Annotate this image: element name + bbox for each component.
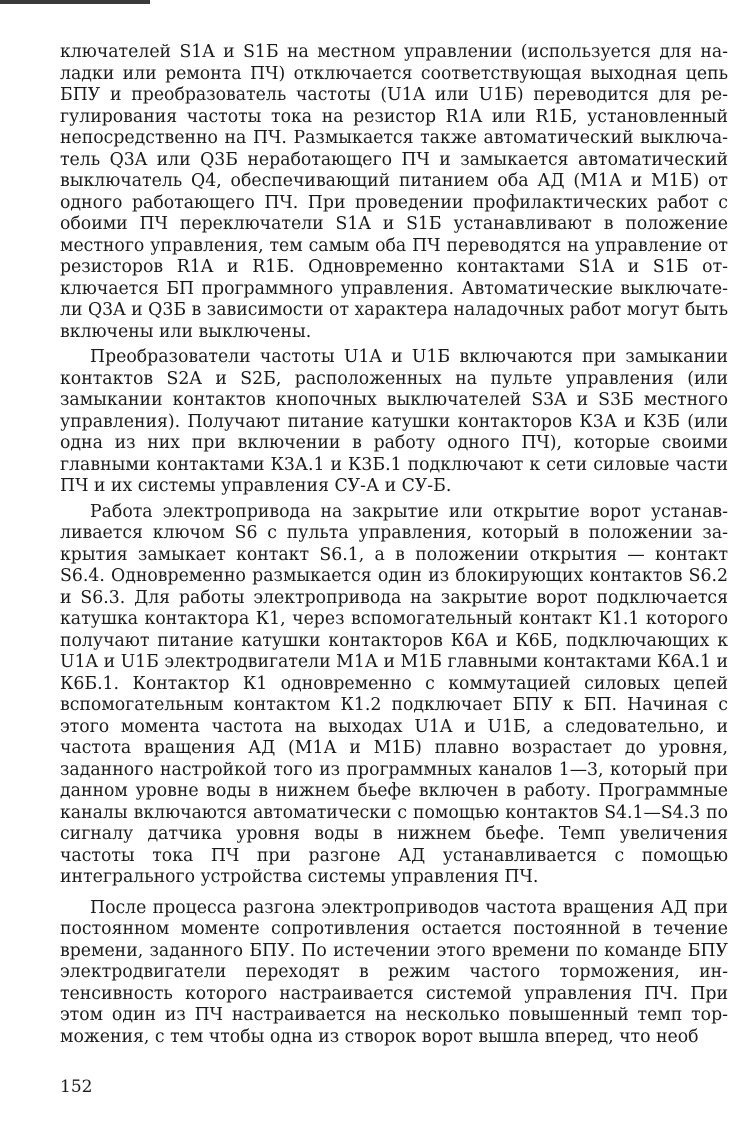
paragraph-continuation: ключателей S1A и S1Б на местном управлении (используется для наладки или ремонта ПЧ) отключается соответствующая выходная цепь БПУ и преобразователь частоты (U1A или U1Б) переводится для регулирования частоты тока на резистор R1A или R1Б, установленный непосредственно на ПЧ. Размыкается также автоматический выключатель Q3A или Q3Б неработающего ПЧ и замыкается автоматический выключатель Q4, обеспечивающий питанием оба АД (М1А и М1Б) от одного работающего ПЧ. При проведении профилактических работ с обоими ПЧ переключатели S1A и S1Б устанавливают в положение местного управления, тем самым оба ПЧ переводятся на управление от резисторов R1A и R1Б. Одновременно контактами S1A и S1Б отключается БП программного управления. Автоматические выключатели Q3A и Q3Б в зависимости от характера наладочных работ могут быть включены или выключены. — [60, 42, 728, 342]
page-number: 152 — [60, 1077, 93, 1097]
page-body — [60, 42, 728, 1048]
page-edge-mark — [0, 0, 150, 4]
paragraph-drive-operation: Работа электропривода на закрытие или открытие ворот устанавливается ключом S6 с пульта управления, который в положении закрытия замыкает контакт S6.1, а в положении открытия — контакт S6.4. Одновременно размыкается один из блокирующих контактов S6.2 и S6.3. Для работы электропривода на закрытие ворот подключается катушка контактора К1, через вспомогательный контакт К1.1 которого получают питание катушки контакторов К6А и К6Б, подключающих к U1A и U1Б электродвигатели М1А и М1Б главными контактами К6А.1 и К6Б.1. Контактор К1 одновременно с коммутацией силовых цепей вспомогательным контактом К1.2 подключает БПУ к БП. Начиная с этого момента частота на выходах U1A и U1Б, а следовательно, и частота вращения АД (М1А и М1Б) плавно возрастает до уровня, заданного настройкой того из программных каналов 1—3, который при данном уровне воды в нижнем бьефе включен в работу. Программные каналы включаются автоматически с помощью контактов S4.1—S4.3 по сигналу датчика уровня воды в нижнем бьефе. Темп увеличения частоты тока ПЧ при разгоне АД устанавливается с помощью интегрального устройства системы управления ПЧ. — [60, 501, 728, 887]
paragraph-braking: После процесса разгона электроприводов частота вращения АД при постоянном моменте сопротивления остается постоянной в течение времени, заданного БПУ. По истечении этого времени по команде БПУ электродвигатели переходят в режим частого торможения, интенсивность которого настраивается системой управления ПЧ. При этом один из ПЧ настраивается на несколько повышенный темп торможения, с тем чтобы одна из створок ворот вышла вперед, что необ — [60, 897, 728, 1047]
paragraph-converters: Преобразователи частоты U1A и U1Б включаются при замыкании контактов S2A и S2Б, расположенных на пульте управления (или замыкании контактов кнопочных выключателей S3A и S3Б местного управления). Получают питание катушки контакторов К3А и К3Б (или одна из них при включении в работу одного ПЧ), которые своими главными контактами К3А.1 и К3Б.1 подключают к сети силовые части ПЧ и их системы управления СУ-А и СУ-Б. — [60, 347, 728, 496]
